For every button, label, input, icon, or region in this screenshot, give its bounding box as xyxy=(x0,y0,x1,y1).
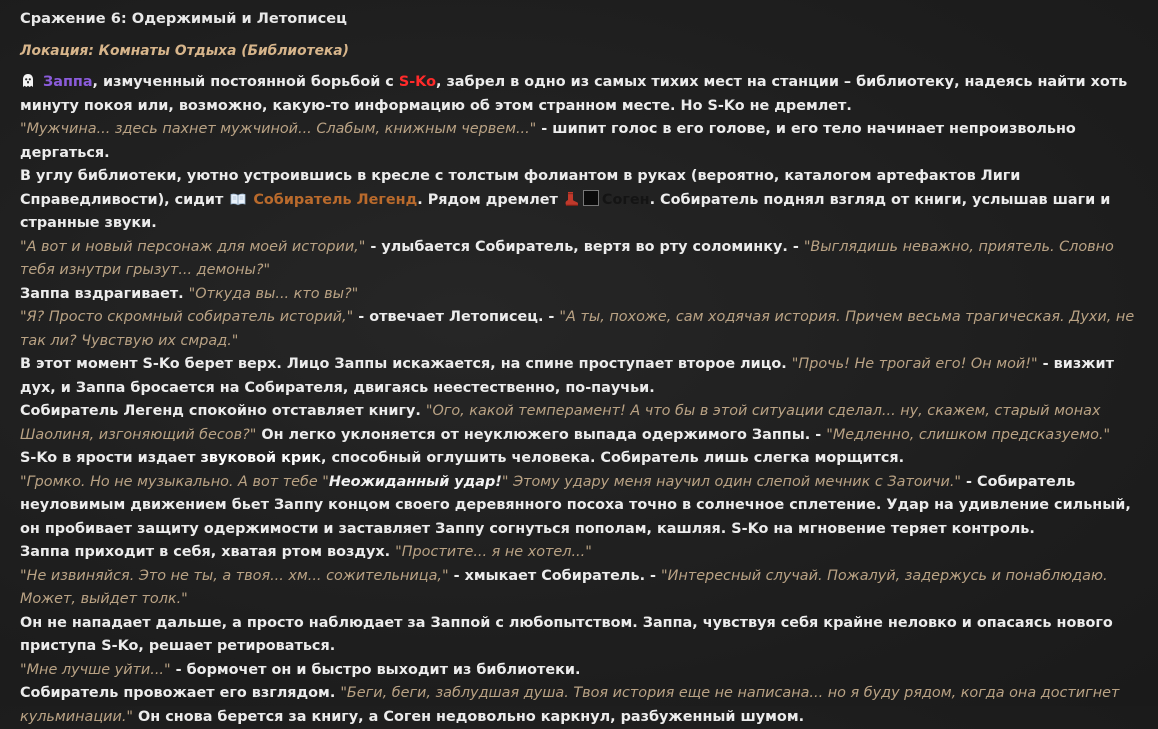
p14-text-1: - бормочет он и быстро выходит из библиотеки. xyxy=(170,661,581,678)
quote: "Откуда вы... кто вы?" xyxy=(188,285,359,302)
quote: "Беги, беги, заблудшая душа. Твоя история еще не написана... но я буду рядом, когда она достигнет кульминации." xyxy=(20,685,1120,725)
p2-text-1: - шипит голос в его голове, и его тело начинает непроизвольно дергаться. xyxy=(20,121,1076,161)
p15-text-1: Собиратель провожает его взглядом. xyxy=(20,685,341,701)
zappa-mention[interactable]: Заппа xyxy=(43,74,93,90)
ghost-icon xyxy=(20,73,36,89)
location-line: Локация: Комнаты Отдыха (Библиотека) xyxy=(20,43,349,59)
quote: "Выглядишь неважно, приятель. Словно тебя изнутри грызут... демоны?" xyxy=(20,238,1114,278)
paragraph-12 xyxy=(20,565,1138,612)
quote: "Я? Просто скромный собиратель историй," xyxy=(20,309,354,325)
p12-text-1: - хмыкает Собиратель. - xyxy=(448,567,662,584)
p6-text-1: - отвечает Летописец. - xyxy=(353,309,560,325)
quote: "Простите... я не хотел..." xyxy=(395,544,592,560)
quote: "Прочь! Не трогай его! Он мой!" xyxy=(791,356,1038,372)
p8-text-1: Собиратель Легенд спокойно отставляет книгу. xyxy=(20,403,426,419)
p8-text-2: Он легко уклоняется от неуклюжего выпада одержимого Заппы. - xyxy=(256,426,827,443)
p9-text-1: S-Ko в ярости издает xyxy=(20,450,201,466)
sound-scream-ability: звуковой крик xyxy=(200,450,322,466)
paragraph-13 xyxy=(20,612,1138,659)
p3-text-2: . Рядом дремлет xyxy=(417,191,563,208)
p3-text-1: В углу библиотеки, уютно устроившись в кресле с толстым фолиантом в руках (вероятно, каталогом артефактов Лиги Справедливости), сидит xyxy=(20,168,1021,208)
quote: "А вот и новый персонаж для моей истории," xyxy=(20,238,366,255)
quote: "Медленно, слишком предсказуемо." xyxy=(826,426,1111,443)
p10-text-1: - Собиратель неуловимым движением бьет Заппу концом своего деревянного посоха точно в солнечное сплетение. Удар на удивление сильный, он пробивает защиту одержимости и заставляет Заппу согнуться пополам, кашляя. S-Ko на мгновение теряет контроль. xyxy=(20,473,1131,537)
message-content xyxy=(20,8,1138,729)
black-square-icon xyxy=(583,190,599,206)
quote: "Мне лучше уйти..." xyxy=(20,661,171,678)
p5-text-1: Заппа вздрагивает. xyxy=(20,285,189,302)
paragraph-4 xyxy=(20,236,1138,283)
paragraph-8 xyxy=(20,400,1138,447)
paragraph-10 xyxy=(20,471,1138,542)
paragraph-7 xyxy=(20,353,1138,400)
p11-text-1: Заппа приходит в себя, хватая ртом воздух. xyxy=(20,544,396,560)
p9-text-2: , способный оглушить человека. Собиратель лишь слегка морщится. xyxy=(321,450,905,466)
paragraph-5 xyxy=(20,283,1138,307)
open-book-icon xyxy=(230,191,246,207)
quote: "А ты, похоже, сам ходячая история. Причем весьма трагическая. Духи, не так ли? Чувствую их смрад." xyxy=(20,309,1135,349)
p13-text-1: Он не нападает дальше, а просто наблюдает за Заппой с любопытством. Заппа, чувствуя себя крайне неловко и опасаясь нового приступа S-Ko, решает ретироваться. xyxy=(20,614,1113,654)
paragraph-14 xyxy=(20,659,1138,683)
quote: "Мужчина... здесь пахнет мужчиной... Слабым, книжным червем..." xyxy=(20,121,537,137)
paragraph-9 xyxy=(20,447,1138,471)
p1-text-1: , измученный постоянной борьбой с xyxy=(92,74,399,90)
paragraph-2 xyxy=(20,118,1138,165)
quote: "Громко. Но не музыкально. А вот тебе " xyxy=(20,473,329,490)
sogen-mention[interactable]: Соген xyxy=(601,191,650,208)
battle-title: Сражение 6: Одержимый и Летописец xyxy=(20,10,347,27)
p7-text-1: В этот момент S-Ko берет верх. Лицо Заппы искажается, на спине проступает второе лицо. xyxy=(20,356,792,372)
paragraph-3 xyxy=(20,165,1138,236)
quote: " Этому удару меня научил один слепой мечник с Затоичи." xyxy=(501,473,962,490)
p4-text-1: - улыбается Собиратель, вертя во рту соломинку. - xyxy=(365,238,804,255)
unexpected-strike-ability: Неожиданный удар! xyxy=(328,473,502,490)
collector-mention[interactable]: Собиратель Легенд xyxy=(253,191,418,208)
quote: "Интересный случай. Пожалуй, задержусь и понаблюдаю. Может, выйдет толк." xyxy=(20,567,1108,607)
p1-text-2: , забрел в одно из самых тихих мест на станции – библиотеку, надеясь найти хоть минуту покоя или, возможно, какую-то информацию об этом странном месте. Но S-Ko не дремлет. xyxy=(20,74,1128,114)
paragraph-6 xyxy=(20,306,1138,353)
sko-mention[interactable]: S-Ko xyxy=(398,74,436,90)
p3-text-3: . Собиратель поднял взгляд от книги, услышав шаги и странные звуки. xyxy=(20,191,1111,231)
p15-text-2: Он снова берется за книгу, а Соген недовольно каркнул, разбуженный шумом. xyxy=(133,708,805,725)
p7-text-2: - визжит дух, и Заппа бросается на Собирателя, двигаясь неестественно, по-паучьи. xyxy=(20,356,1114,396)
paragraph-11 xyxy=(20,541,1138,565)
quote: "Ого, какой темперамент! А что бы в этой ситуации сделал... ну, скажем, старый монах Шаолиня, изгоняющий бесов?" xyxy=(20,403,1101,443)
boot-icon xyxy=(563,191,579,207)
paragraph-1 xyxy=(20,71,1138,118)
quote: "Не извиняйся. Это не ты, а твоя... хм... сожительница," xyxy=(20,567,449,584)
